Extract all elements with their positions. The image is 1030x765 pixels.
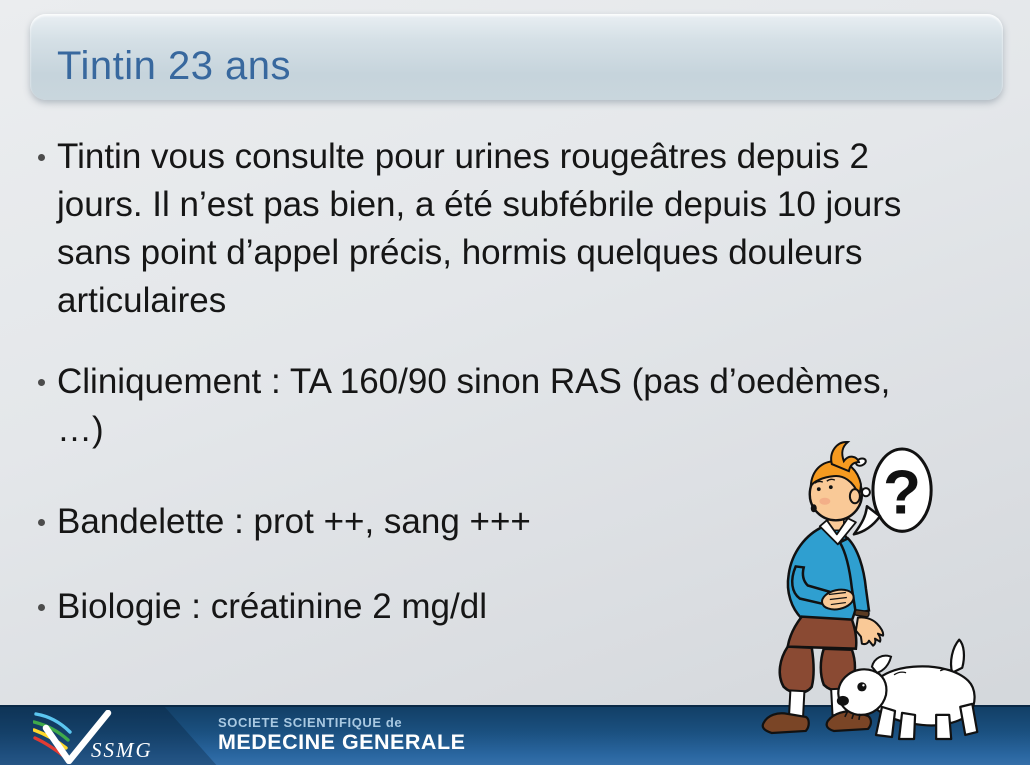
bullet-marker-icon: [34, 133, 48, 325]
speech-bubble: [854, 449, 931, 534]
footer-org-line1: SOCIETE SCIENTIFIQUE de: [218, 715, 403, 730]
bullet-line: Cliniquement : TA 160/90 sinon RAS (pas d’oedèmes,: [57, 362, 891, 401]
bullet-marker-icon: [34, 358, 48, 454]
bullet-line: articulaires: [57, 281, 227, 320]
bullet-marker-icon: [34, 583, 48, 631]
tintin-illustration: [743, 434, 1030, 745]
slide-title: Tintin 23 ans: [57, 44, 292, 88]
bullet-text: [57, 583, 487, 631]
bullet-marker-icon: [34, 498, 48, 546]
question-mark: ?: [883, 458, 922, 528]
bullet-line: …): [57, 410, 104, 449]
footer-organization: [218, 716, 465, 754]
ssmg-logo-text: SSMG: [91, 738, 153, 762]
bullet-line: Tintin vous consulte pour urines rougeâtres depuis 2: [57, 137, 869, 176]
bullet-text: [57, 498, 531, 546]
slide-title-bar: [30, 14, 1003, 100]
bullet-item: [34, 133, 984, 325]
bullet-line: Bandelette : prot ++, sang +++: [57, 502, 531, 541]
bullet-line: sans point d’appel précis, hormis quelques douleurs: [57, 233, 863, 272]
bullet-line: Biologie : créatinine 2 mg/dl: [57, 587, 487, 626]
ssmg-logo: [33, 710, 173, 764]
footer-org-line2: MEDECINE GENERALE: [218, 730, 466, 754]
bullet-text: [57, 133, 901, 325]
bullet-line: jours. Il n’est pas bien, a été subfébrile depuis 10 jours: [57, 185, 902, 224]
